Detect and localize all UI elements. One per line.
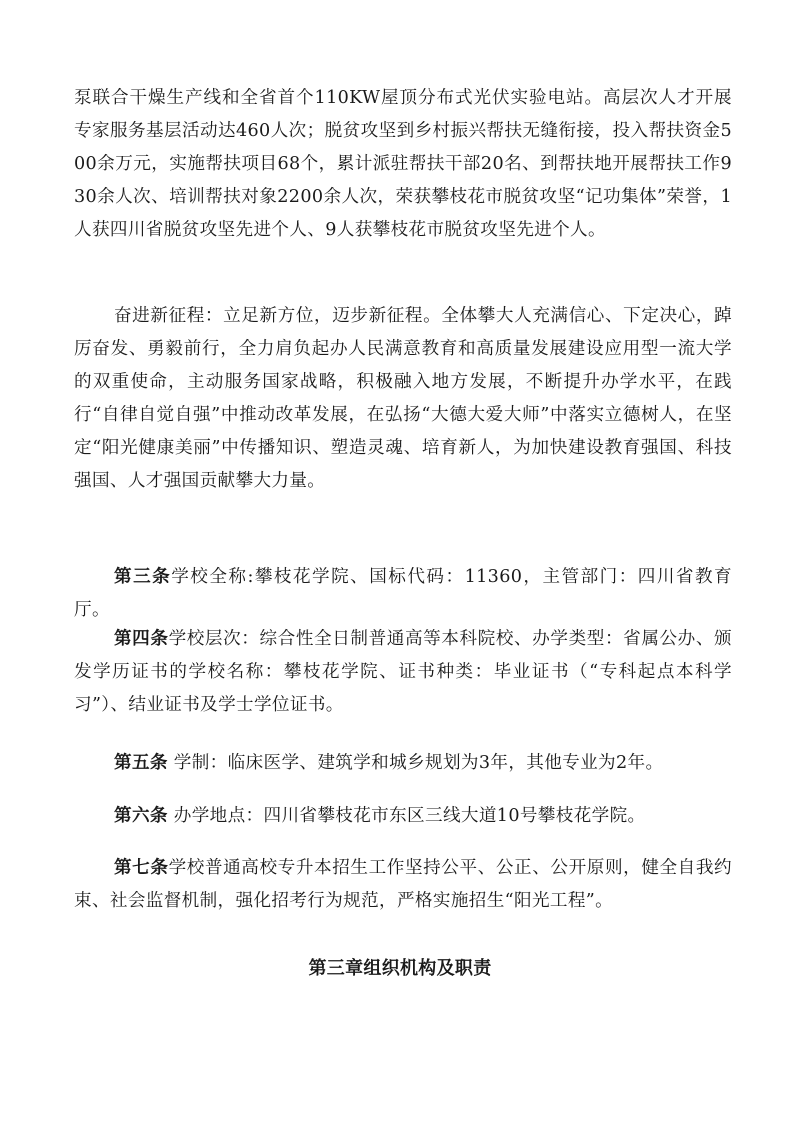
paragraph-poverty-alleviation: 泵联合干燥生产线和全省首个110KW屋顶分布式光伏实验电站。高层次人才开展专家服务基层活动达460人次；脱贫攻坚到乡村振兴帮扶无缝衔接，投入帮扶资金500余万元，实施帮扶项目68个，累计派驻帮扶干部20名、到帮扶地开展帮扶工作930余人次、培训帮扶对象2200余人次，荣获攀枝花市脱贫攻坚“记功集体”荣誉，1人获四川省脱贫攻坚先进个人、9人获攀枝花市脱贫攻坚先进个人。 xyxy=(74,88,732,240)
article-6 xyxy=(74,800,732,833)
chapter-heading: 第三章组织机构及职责 xyxy=(308,958,492,979)
article-7 xyxy=(74,852,732,918)
article-5-text: 学制：临床医学、建筑学和城乡规划为3年，其他专业为2年。 xyxy=(167,753,664,773)
article-4-label: 第四条 xyxy=(114,629,169,649)
article-5 xyxy=(74,747,732,780)
article-5-label: 第五条 xyxy=(114,753,168,773)
article-4 xyxy=(74,623,732,722)
article-3 xyxy=(74,561,732,627)
article-7-label: 第七条 xyxy=(114,858,169,878)
article-7-text: 学校普通高校专升本招生工作坚持公平、公正、公开原则，健全自我约束、社会监督机制，强化招考行为规范，严格实施招生“阳光工程”。 xyxy=(74,858,732,911)
article-3-text: 学校全称:攀枝花学院、国标代码：11360，主管部门：四川省教育厅。 xyxy=(74,567,732,620)
article-6-label: 第六条 xyxy=(114,806,168,826)
paragraph-new-journey: 奋进新征程：立足新方位，迈步新征程。全体攀大人充满信心、下定决心，踔厉奋发、勇毅前行，全力肩负起办人民满意教育和高质量发展建设应用型一流大学的双重使命，主动服务国家战略，积极融入地方发展，不断提升办学水平，在践行“自律自觉自强”中推动改革发展，在弘扬“大德大爱大师”中落实立德树人，在坚定“阳光健康美丽”中传播知识、塑造灵魂、培育新人，为加快建设教育强国、科技强国、人才强国贡献攀大力量。 xyxy=(74,306,732,491)
article-4-text: 学校层次：综合性全日制普通高等本科院校、办学类型：省属公办、颁发学历证书的学校名称：攀枝花学院、证书种类：毕业证书（“专科起点本科学习”）、结业证书及学士学位证书。 xyxy=(74,629,732,715)
article-6-text: 办学地点：四川省攀枝花市东区三线大道10号攀枝花学院。 xyxy=(167,806,646,826)
article-3-label: 第三条 xyxy=(114,567,172,587)
